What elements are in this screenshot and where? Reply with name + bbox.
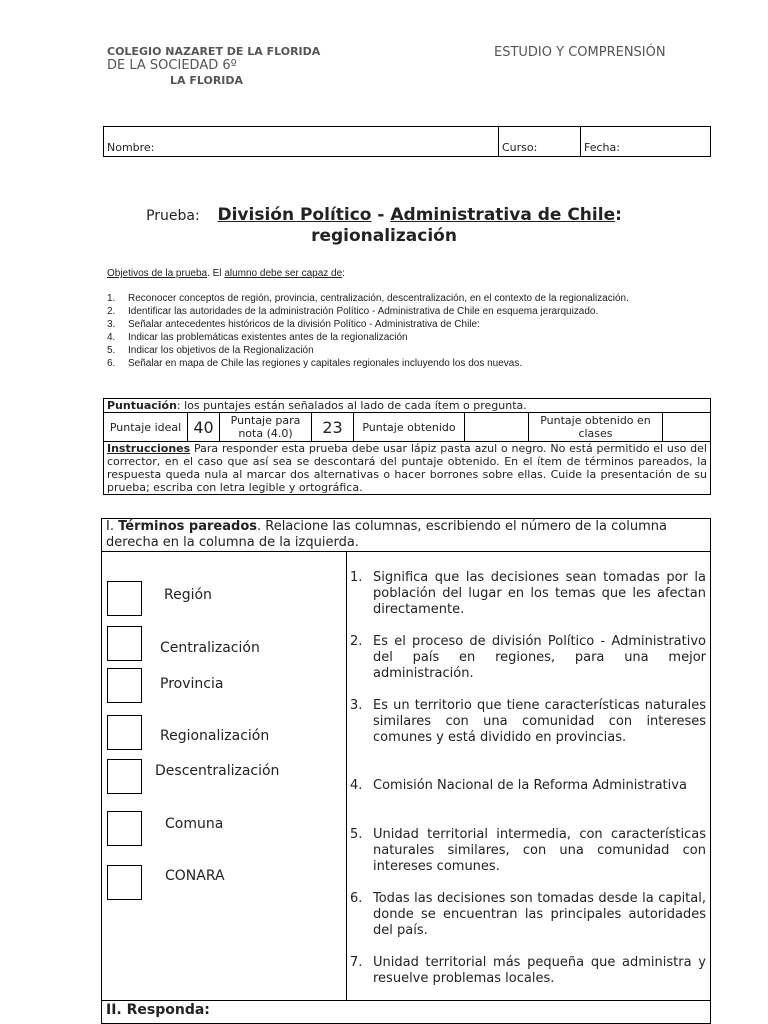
title-dash: - (371, 205, 391, 225)
definition-text: Unidad territorial más pequeña que administra y resuelve problemas locales. (373, 955, 706, 986)
ideal-score-value: 40 (188, 413, 220, 442)
scoring-label: Puntuación (107, 399, 177, 412)
title-part2: Administrativa de Chile (390, 205, 616, 225)
term-comuna: Comuna (165, 816, 224, 832)
objectives-heading-c: alumno debe ser capaz de (224, 268, 343, 279)
objective-item (107, 292, 680, 305)
objective-number: 5. (107, 345, 116, 356)
objective-text: Reconocer conceptos de región, provincia, centralización, descentralización, en el contexto de la regionalización. (128, 293, 629, 304)
definition-number: 2. (350, 634, 363, 649)
definition-item (350, 634, 706, 682)
definition-text: Es el proceso de división Político - Administrativo del país en regiones, para una mejor administración. (373, 634, 706, 681)
definition-number: 6. (350, 891, 363, 906)
objective-item (107, 344, 680, 357)
objective-number: 1. (107, 293, 116, 304)
objective-number: 4. (107, 332, 116, 343)
answer-box-descentralizacion[interactable] (107, 759, 142, 794)
title-prefix: Prueba: (146, 208, 200, 224)
scoring-row (104, 399, 711, 413)
objective-text: Indicar las problemáticas existentes antes de la regionalización (128, 332, 408, 343)
definition-item (350, 570, 706, 618)
answer-box-provincia[interactable] (107, 668, 142, 703)
definition-number: 5. (350, 827, 363, 842)
term-provincia: Provincia (160, 676, 224, 692)
definition-text: Significa que las decisiones sean tomadas por la población del lugar en los temas que les afectan directamente. (373, 570, 706, 617)
objective-number: 2. (107, 306, 116, 317)
date-field[interactable]: Fecha: (581, 127, 711, 157)
school-name: COLEGIO NAZARET DE LA FLORIDA (107, 45, 321, 58)
scoring-table (103, 398, 711, 495)
course-field[interactable]: Curso: (499, 127, 581, 157)
objectives (107, 267, 680, 370)
objective-text: Señalar en mapa de Chile las regiones y capitales regionales incluyendo los dos nuevas. (128, 358, 523, 369)
objectives-heading (107, 267, 680, 280)
obtained-score-value[interactable] (465, 413, 529, 442)
instructions-label: Instrucciones (107, 442, 191, 455)
section2-title: II. Responda: (102, 1000, 710, 1019)
objective-item (107, 318, 680, 331)
objective-text: Señalar antecedentes históricos de la división Político - Administrativa de Chile: (128, 319, 480, 330)
answer-box-region[interactable] (107, 581, 142, 616)
column-divider (346, 552, 347, 1000)
objective-item (107, 305, 680, 318)
obtained-score-label: Puntaje obtenido (354, 413, 465, 442)
objective-text: Identificar las autoridades de la administración Político - Administrativa de Chile en esquema jerarquizado. (128, 306, 599, 317)
term-conara: CONARA (165, 868, 225, 884)
section1-text: . Relacione las columnas, escribiendo el número de la columna derecha en la columna de la izquierda. (106, 519, 667, 550)
name-field[interactable]: Nombre: (104, 127, 499, 157)
term-centralizacion: Centralización (160, 640, 260, 656)
definition-text: Es un territorio que tiene características naturales similares con una comunidad con intereses comunes y está dividido en provincias. (373, 698, 706, 745)
class-score-label: Puntaje obtenido en clases (529, 413, 663, 442)
objective-text: Indicar los objetivos de la Regionalización (128, 345, 314, 356)
nota-score-label: Puntaje para nota (4.0) (220, 413, 312, 442)
definition-item (350, 778, 706, 794)
section-terminos-pareados (101, 518, 711, 1024)
definition-text: Todas las decisiones son tomadas desde la capital, donde se encuentran las principales autoridades del país. (373, 891, 706, 938)
nota-score-value: 23 (312, 413, 354, 442)
term-descentralizacion: Descentralización (155, 763, 280, 779)
definition-text: Unidad territorial intermedia, con características naturales similares, con una comunidad con intereses comunes. (373, 827, 706, 874)
term-region: Región (164, 587, 212, 603)
definition-text: Comisión Nacional de la Reforma Administrativa (373, 778, 687, 793)
ideal-score-label: Puntaje ideal (104, 413, 188, 442)
objective-number: 3. (107, 319, 116, 330)
instructions-text: Para responder esta prueba debe usar lápiz pasta azul o negro. No está permitido el uso del corrector, en el caso que así sea se descontará del puntaje obtenido. En el ítem de términos pareados, la respuesta queda nula al marcar dos alternativas o hacer borrones sobre ellas. Cuide la presentación de su prueba; escriba con letra legible y ortográfica. (107, 442, 707, 494)
section1-title: Términos pareados (118, 519, 257, 534)
objectives-list (107, 292, 680, 370)
school-location: LA FLORIDA (170, 74, 244, 87)
test-title (0, 205, 768, 246)
objectives-heading-a: Objetivos de la prueba (107, 268, 208, 279)
definition-item (350, 891, 706, 939)
title-colon: : (615, 205, 622, 225)
section1-number: I. (106, 519, 119, 534)
definition-item (350, 827, 706, 875)
student-info-table (103, 126, 711, 157)
class-score-value[interactable] (663, 413, 711, 442)
definition-number: 7. (350, 955, 363, 970)
title-line2: regionalización (311, 226, 457, 246)
definition-item (350, 698, 706, 746)
term-regionalizacion: Regionalización (160, 728, 270, 744)
answer-box-conara[interactable] (107, 865, 142, 900)
answer-box-regionalizacion[interactable] (107, 715, 142, 750)
definition-item (350, 955, 706, 987)
subject-header: ESTUDIO Y COMPRENSIÓN (494, 45, 666, 60)
objectives-heading-d: : (342, 268, 345, 279)
scoring-text: : los puntajes están señalados al lado de cada ítem o pregunta. (176, 399, 527, 412)
answer-box-comuna[interactable] (107, 811, 142, 846)
objectives-heading-b: . El (207, 268, 225, 279)
school-header (107, 45, 320, 87)
definition-number: 4. (350, 778, 363, 793)
section1-heading (102, 519, 710, 552)
answer-box-centralizacion[interactable] (107, 626, 142, 661)
objective-item (107, 357, 680, 370)
definition-number: 3. (350, 698, 363, 713)
school-course: DE LA SOCIEDAD 6º (107, 58, 237, 73)
instructions (104, 442, 711, 495)
title-part1: División Político (217, 205, 372, 225)
definition-number: 1. (350, 570, 363, 585)
objective-item (107, 331, 680, 344)
objective-number: 6. (107, 358, 116, 369)
